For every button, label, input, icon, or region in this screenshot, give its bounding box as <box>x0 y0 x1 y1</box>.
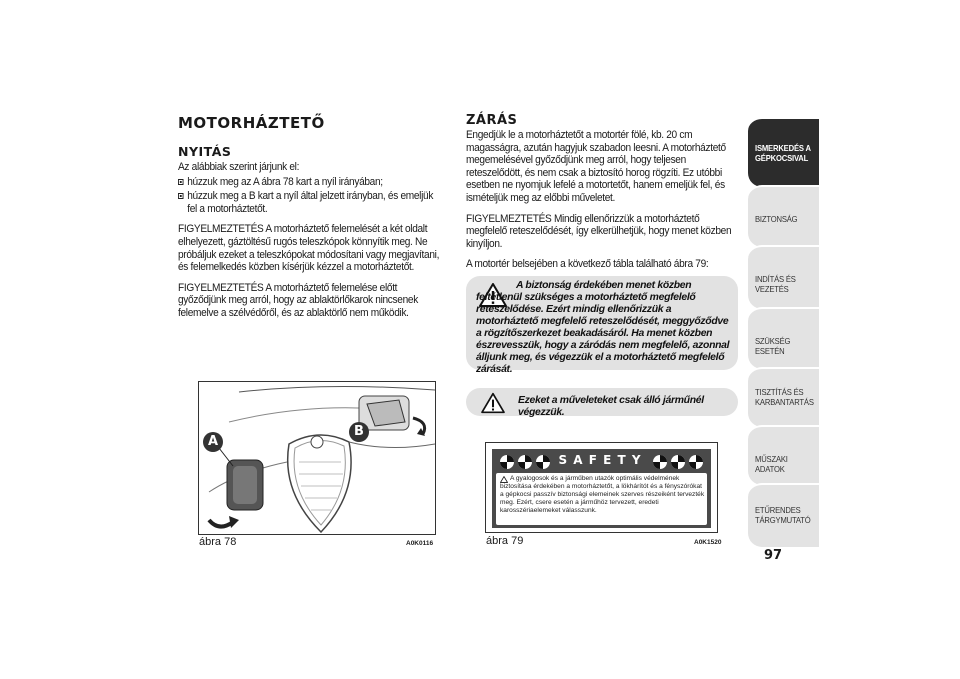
warning-text: Ezeket a műveleteket csak álló járműnél végezzük. <box>518 395 704 418</box>
figure-code: A0K0116 <box>406 540 434 547</box>
bullet-item: húzzuk meg az A ábra 78 kart a nyíl irányában; <box>178 176 445 189</box>
tab-ismerkedes[interactable]: ISMERKEDÉS A GÉPKOCSIVAL <box>748 117 819 187</box>
warning-paragraph: FIGYELMEZTETÉS A motorháztető felemelése előtt győződjünk meg arról, hogy az ablaktörlőkarok nincsenek felemelve a szélvédőről, és az ablaktörlő nem működik. <box>178 281 418 319</box>
warning-box <box>466 276 738 375</box>
left-body <box>178 161 445 328</box>
warning-text: A biztonság érdekében menet közben feltétlenül szükséges a motorháztető megfelelő reteszelődése. Ezért mindig ellenőrizzük a motorháztető megfelelő reteszelődését, meggyőződve a rögzítőszerkezet beakadásáról. Ha menet közben észrevesszük, hogy a záródás nem megfelelő, azonnal álljunk meg, és végezzük el a motorháztető megfelelő zárását. <box>476 280 730 375</box>
tab-szukseg[interactable]: SZÜKSÉG ESETÉN <box>748 307 819 369</box>
intro-text: Az alábbiak szerint járjunk el: <box>178 161 300 173</box>
warning-box <box>466 388 738 416</box>
body-paragraph: Engedjük le a motorháztetőt a motortér fölé, kb. 20 cm magasságra, azután hagyjuk szabadon leesni. A motorháztető megemelésével győződjünk meg arról, hogy teljesen reteszelődött, és nem csak a biztosító horog rögzíti. Ez utóbbi esetben ne nyomjuk lefelé a motortetőt, hanem emeljük fel, és ismételjük meg az előbbi műveletet. <box>466 129 726 204</box>
safety-title: S A F E T Y <box>558 453 642 467</box>
figure-code: A0K1520 <box>694 539 722 546</box>
warning-triangle-icon <box>480 392 506 414</box>
figure-caption: ábra 79 <box>486 535 524 547</box>
figure-78 <box>198 381 436 535</box>
body-paragraph: A motortér belsejében a következő tábla található ábra 79: <box>466 258 709 271</box>
subsection-title: NYITÁS <box>178 144 232 159</box>
safety-text: A gyalogosok és a járműben utazók optimális védelmének biztosítása érdekében a motorháztetőt, a lökhárítót és a fényszórókat a gépkocsi passzív biztonsági elemeinek szerves részeiként tervezték meg. Ezért, csere esetén a járműhöz tervezett, eredeti karosszériaelemeket válasszunk. <box>500 475 705 514</box>
checkbox-bullet-icon <box>178 179 184 185</box>
warning-triangle-icon <box>500 476 508 483</box>
tab-betrendes[interactable]: ETŰRENDES TÁRGYMUTATÓ <box>748 483 819 547</box>
tab-inditas[interactable]: INDÍTÁS ÉS VEZETÉS <box>748 245 819 309</box>
page-number: 97 <box>764 548 783 563</box>
tab-muszaki[interactable]: MŰSZAKI ADATOK <box>748 425 819 485</box>
checkbox-bullet-icon <box>178 193 184 199</box>
figure-79 <box>485 442 718 533</box>
hood-latch-illustration <box>199 382 435 534</box>
right-body <box>466 129 740 279</box>
tab-biztonsag[interactable]: BIZTONSÁG <box>748 185 819 247</box>
warning-paragraph: FIGYELMEZTETÉS A motorháztető felemelését a két oldalt elhelyezett, gáztöltésű rugós teleszkópok könnyítik meg. Ne próbáljuk ezeket a teleszkópokat módosítani vagy megjavítani, és felemelkedés közben kísérjük kézzel a motorháztetőt. <box>178 223 440 274</box>
callout-a: A <box>203 432 223 452</box>
section-title: MOTORHÁZTETŐ <box>178 114 325 132</box>
tab-tisztitas[interactable]: TISZTÍTÁS ÉS KARBANTARTÁS <box>748 367 819 427</box>
section-title: ZÁRÁS <box>466 113 518 128</box>
figure-caption: ábra 78 <box>199 536 237 548</box>
bullet-item: húzzuk meg a B kart a nyíl által jelzett irányban, és emeljük fel a motorháztetőt. <box>178 190 445 215</box>
callout-b: B <box>349 422 369 442</box>
safety-label <box>492 449 711 528</box>
safety-text-panel <box>496 473 707 525</box>
warning-paragraph: FIGYELMEZTETÉS Mindig ellenőrizzük a motorháztető megfelelő reteszelődését, így elkerülhetjük, hogy menet közben kinyíljon. <box>466 212 732 250</box>
